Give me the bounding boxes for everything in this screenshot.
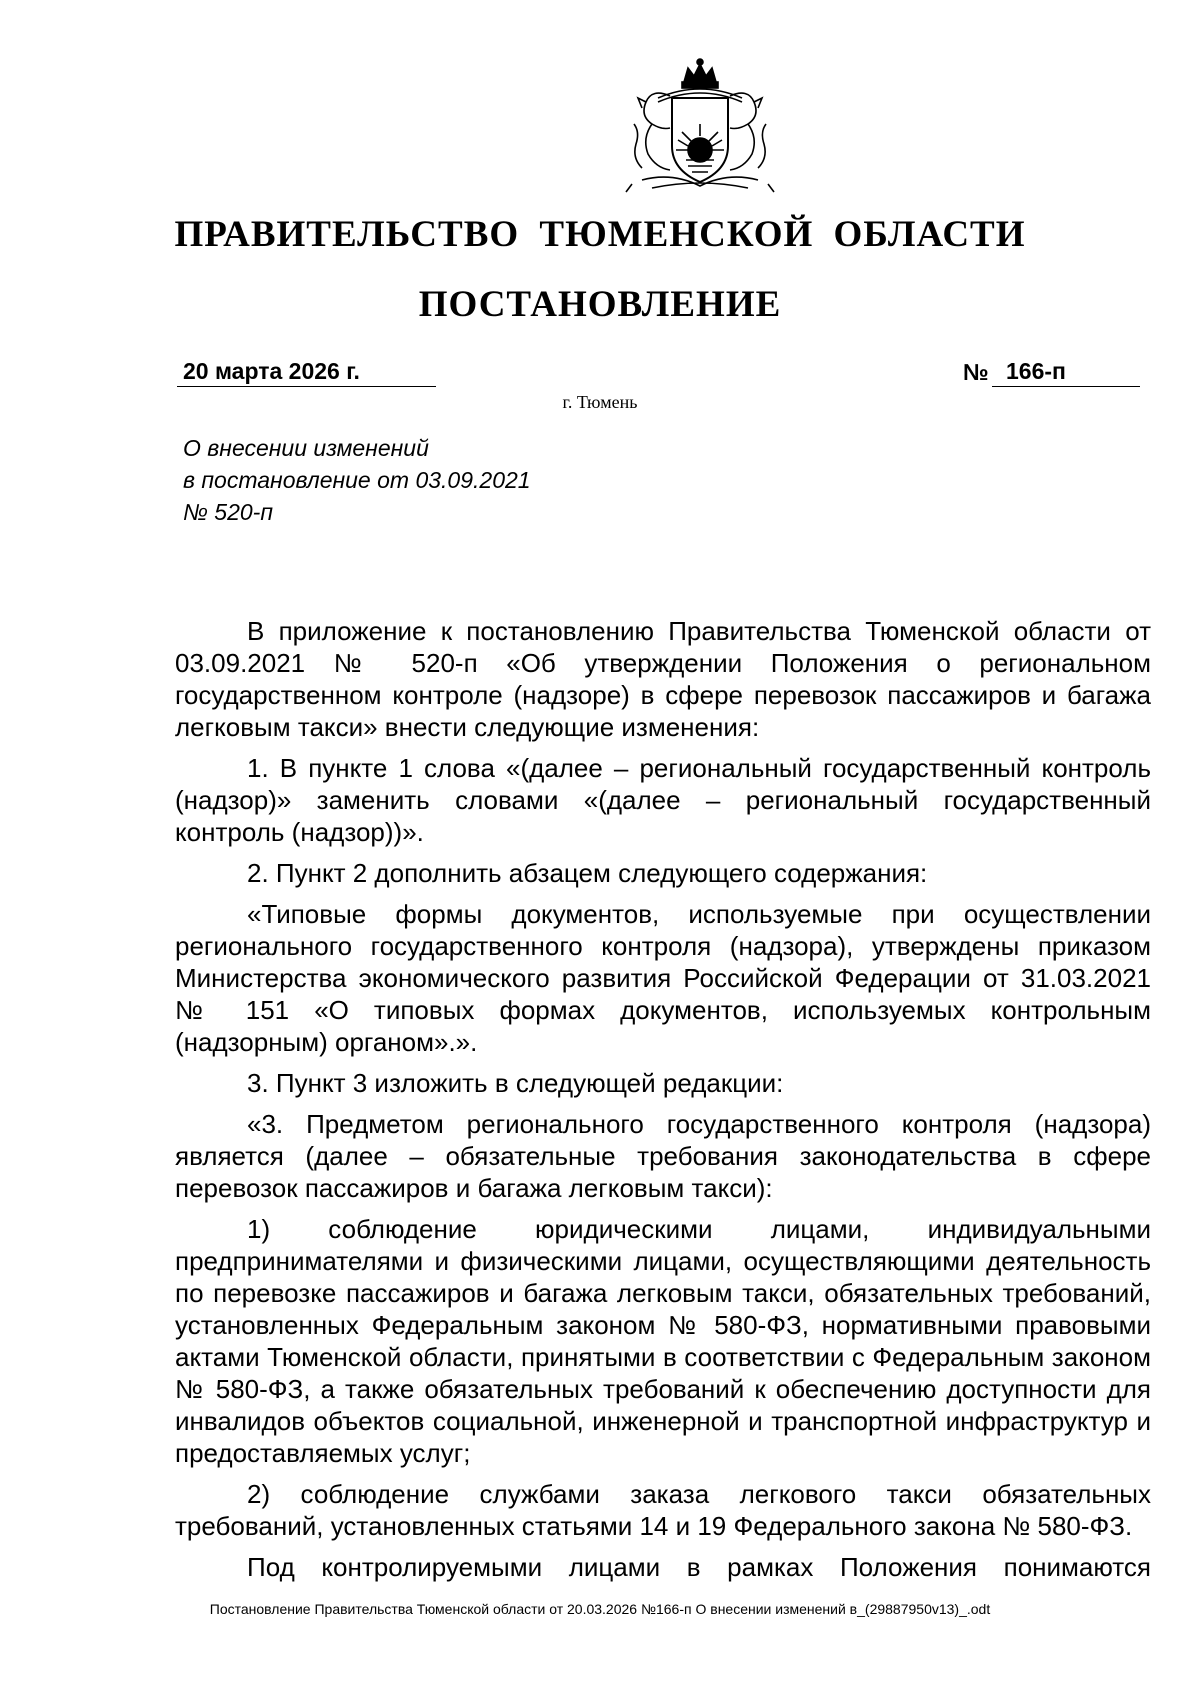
subject-line: № 520-п [183, 499, 273, 525]
document-type-title: ПОСТАНОВЛЕНИЕ [418, 284, 782, 325]
subject-line: в постановление от 03.09.2021 [183, 467, 531, 493]
body-paragraph: «Типовые формы документов, используемые при осуществлении регионального государственного контроля (надзора), утверждены приказом Министерства экономического развития Российской Федерации от 31.03.2021 № 151 «О типовых формах документов, используемых контрольным (надзорным) органом».». [175, 899, 1151, 1057]
subject-line: О внесении изменений [183, 435, 429, 461]
document-date: 20 марта 2026 г. [183, 358, 360, 384]
organization-title: ПРАВИТЕЛЬСТВО ТЮМЕНСКОЙ ОБЛАСТИ [174, 214, 1026, 255]
body-paragraph: 3. Пункт 3 изложить в следующей редакции: [247, 1068, 784, 1098]
coat-of-arms-emblem [612, 58, 788, 198]
body-paragraph: «3. Предметом регионального государственного контроля (надзора) является (далее – обязательные требования законодательства в сфере перевозок пассажиров и багажа легковым такси): [175, 1109, 1151, 1203]
body-paragraph: 1. В пункте 1 слова «(далее – региональный государственный контроль (надзор)» заменить словами «(далее – региональный государственный контроль (надзор))». [175, 753, 1151, 847]
date-underline [177, 386, 436, 387]
document-number: 166-п [1006, 358, 1066, 384]
number-underline [992, 386, 1140, 387]
city-label: г. Тюмень [562, 392, 638, 412]
document-body [175, 615, 1151, 1592]
body-paragraph: 2) соблюдение службами заказа легкового такси обязательных требований, установленных статьями 14 и 19 Федерального закона № 580-ФЗ. [175, 1479, 1151, 1541]
body-paragraph: 2. Пункт 2 дополнить абзацем следующего содержания: [247, 858, 928, 888]
body-paragraph: В приложение к постановлению Правительства Тюменской области от 03.09.2021 № 520-п «Об утверждении Положения о региональном государственном контроле (надзоре) в сфере перевозок пассажиров и багажа легковым такси» внести следующие изменения: [175, 616, 1151, 742]
document-footer: Постановление Правительства Тюменской области от 20.03.2026 №166-п О внесении изменений в_(29887950v13)_.odt [209, 1601, 991, 1617]
body-paragraph: 1) соблюдение юридическими лицами, индивидуальными предпринимателями и физическими лицами, осуществляющими деятельность по перевозке пассажиров и багажа легковым такси, обязательных требований, установленных Федеральным законом № 580-ФЗ, нормативными правовыми актами Тюменской области, принятыми в соответствии с Федеральным законом № 580-ФЗ, а также обязательных требований к обеспечению доступности для инвалидов объектов социальной, инженерной и транспортной инфраструктур и предоставляемых услуг; [175, 1214, 1151, 1468]
number-sign: № [963, 359, 989, 385]
document-subject [183, 432, 643, 528]
body-paragraph: Под контролируемыми лицами в рамках Положения понимаются [247, 1552, 1151, 1582]
